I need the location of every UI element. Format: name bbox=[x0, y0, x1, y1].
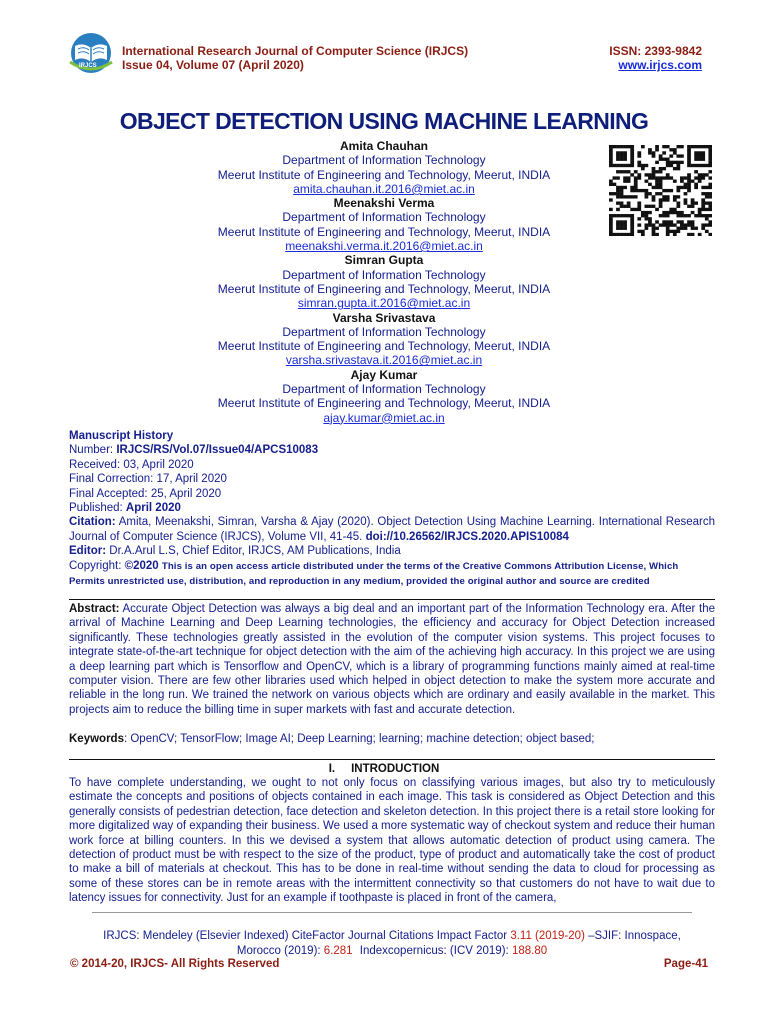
number-value: IRJCS/RS/Vol.07/Issue04/APCS10083 bbox=[116, 444, 319, 457]
author-institution: Meerut Institute of Engineering and Technology, Meerut, INDIA bbox=[217, 396, 551, 411]
copyright-notice bbox=[69, 559, 715, 590]
citation-text: Amita, Meenakshi, Simran, Varsha & Ajay (2020). Object Detection Using Machine Learning. International Research Journal of Computer Science (IRJCS), Volume VII, 41-45. bbox=[69, 516, 715, 543]
final-correction-date: Final Correction: 17, April 2020 bbox=[69, 473, 227, 486]
manuscript-number bbox=[69, 443, 715, 457]
journal-issue: Issue 04, Volume 07 (April 2020) bbox=[122, 58, 304, 72]
author-block bbox=[160, 368, 608, 425]
author-institution: Meerut Institute of Engineering and Technology, Meerut, INDIA bbox=[217, 339, 551, 354]
author-dept: Department of Information Technology bbox=[282, 324, 486, 339]
author-institution: Meerut Institute of Engineering and Technology, Meerut, INDIA bbox=[217, 167, 551, 182]
footer-copyright: © 2014-20, IRJCS- All Rights Reserved bbox=[70, 958, 280, 970]
footer-line-1 bbox=[92, 929, 692, 944]
author-name: Ajay Kumar bbox=[350, 367, 418, 382]
author-name: Simran Gupta bbox=[344, 253, 424, 268]
section-heading: I. INTRODUCTION bbox=[328, 763, 440, 775]
footer-text: Morocco (2019): bbox=[236, 944, 321, 957]
footer-indexing bbox=[92, 929, 692, 958]
author-email[interactable]: ajay.kumar@miet.ac.in bbox=[323, 410, 445, 425]
author-institution: Meerut Institute of Engineering and Technology, Meerut, INDIA bbox=[217, 281, 551, 296]
editor-text: Dr.A.Arul L.S, Chief Editor, IRJCS, AM Publications, India bbox=[109, 545, 401, 558]
paper-title: OBJECT DETECTION USING MACHINE LEARNING bbox=[119, 108, 649, 134]
author-dept: Department of Information Technology bbox=[282, 153, 486, 168]
author-block bbox=[160, 253, 608, 310]
copyright-year: ©2020 bbox=[124, 559, 159, 572]
author-dept: Department of Information Technology bbox=[282, 210, 486, 225]
divider bbox=[69, 599, 715, 600]
journal-logo bbox=[66, 32, 116, 74]
author-name: Varsha Srivastava bbox=[332, 310, 436, 325]
published-value: April 2020 bbox=[125, 502, 181, 515]
footer-text: IRJCS: Mendeley (Elsevier Indexed) CiteFactor Journal Citations Impact Factor bbox=[103, 930, 508, 942]
author-name: Meenakshi Verma bbox=[333, 196, 435, 211]
qr-code bbox=[609, 145, 712, 236]
website-link[interactable]: www.irjcs.com bbox=[618, 58, 702, 72]
journal-name: International Research Journal of Computer Science (IRJCS) bbox=[122, 44, 469, 58]
author-dept: Department of Information Technology bbox=[282, 382, 486, 397]
author-email[interactable]: varsha.srivastava.it.2016@miet.ac.in bbox=[285, 353, 483, 368]
received-date: Received: 03, April 2020 bbox=[69, 458, 194, 471]
citation-label: Citation: bbox=[69, 516, 116, 529]
icv-value: 188.80 bbox=[511, 944, 548, 957]
author-block bbox=[160, 311, 608, 368]
author-block bbox=[160, 196, 608, 253]
copyright-label: Copyright: bbox=[69, 559, 122, 572]
author-institution: Meerut Institute of Engineering and Technology, Meerut, INDIA bbox=[217, 224, 551, 239]
divider bbox=[69, 759, 715, 760]
footer-text: –SJIF: Innospace, bbox=[588, 930, 681, 942]
keywords-text: : OpenCV; TensorFlow; Image AI; Deep Learning; learning; machine detection; object based; bbox=[123, 733, 595, 745]
citation bbox=[69, 515, 715, 544]
final-accepted-date: Final Accepted: 25, April 2020 bbox=[69, 487, 222, 500]
author-email[interactable]: simran.gupta.it.2016@miet.ac.in bbox=[297, 296, 471, 311]
editor-label: Editor: bbox=[69, 545, 107, 558]
author-block bbox=[160, 139, 608, 196]
footer-text: Indexcopernicus: (ICV 2019): bbox=[359, 944, 509, 957]
author-list bbox=[160, 139, 608, 425]
sjif-value: 6.281 bbox=[323, 944, 353, 957]
footer-divider bbox=[92, 912, 692, 913]
author-email[interactable]: meenakshi.verma.it.2016@miet.ac.in bbox=[285, 239, 483, 254]
impact-factor: 3.11 (2019-20) bbox=[510, 930, 585, 942]
abstract-label: Abstract: bbox=[69, 603, 120, 615]
keywords bbox=[69, 733, 715, 745]
abstract-text: Accurate Object Detection was always a big deal and an important part of the Information Technology era. After the arrival of Machine Learning and Deep Learning technologies, the efficiency and accuracy for Object Detection increased significantly. These technologies greatly assisted in the evolution of the computer vision systems. This project focuses to integrate state-of-the-art technique for object detection with the aim of the achieving high accuracy. In this project we are using a deep learning part which is Tensorflow and OpenCV, which is a library of programming functions mainly aimed at real-time computer vision. There are few other libraries used which helped in object detection to make the system more accurate and reliable in the long run. We trained the network on various objects which are ordinary and easily available in the market. This projects aim to reduce the billing time in super markets with fast and accurate detection. bbox=[69, 603, 715, 716]
footer-line-2 bbox=[92, 944, 692, 959]
number-label: Number: bbox=[69, 444, 114, 457]
editor bbox=[69, 544, 715, 558]
copyright-text: This is an open access article distributed under the terms of the Creative Commons Attribution License, Which Permits unrestricted use, distribution, and reproduction in any medium, provided the original author and source are credited bbox=[69, 560, 679, 588]
author-email[interactable]: amita.chauhan.it.2016@miet.ac.in bbox=[293, 181, 475, 196]
published-label: Published: bbox=[69, 502, 123, 515]
page-number: Page-41 bbox=[663, 958, 708, 970]
author-name: Amita Chauhan bbox=[339, 139, 428, 153]
doi-link[interactable]: doi://10.26562/IRJCS.2020.APIS10084 bbox=[365, 530, 569, 543]
manuscript-history bbox=[69, 429, 715, 589]
logo-text: IRJCS bbox=[79, 63, 97, 69]
manuscript-heading: Manuscript History bbox=[69, 430, 174, 442]
issn: ISSN: 2393-9842 bbox=[609, 44, 702, 58]
author-dept: Department of Information Technology bbox=[282, 267, 486, 282]
keywords-label: Keywords bbox=[69, 733, 124, 745]
introduction-text: To have complete understanding, we ought to not only focus on classifying various images, but also try to meticulously estimate the concepts and positions of objects contained in each image. This task is considered as Object Detection and this generally consists of pedestrian detection, face detection and skeleton detection. In this project there is a retail store looking for more digitalized way of expanding their business. We used a more systematic way of checkout system and reduce their human work force at billing counters. In this we devised a system that allows automatic detection of product using camera. The detection of product must be with respect to the size of the product, type of product and automatically take the cost of product to make a bill of materials at checkout. This has to be done in real-time without sending the data to cloud for processing as some of these stores can be in remote areas with the intermittent connectivity so that customers do not have to wait due to latency issues for connectivity. Just for an example if toothpaste is placed in front of the camera, bbox=[69, 777, 715, 905]
published-date bbox=[69, 501, 715, 515]
abstract bbox=[69, 602, 715, 717]
